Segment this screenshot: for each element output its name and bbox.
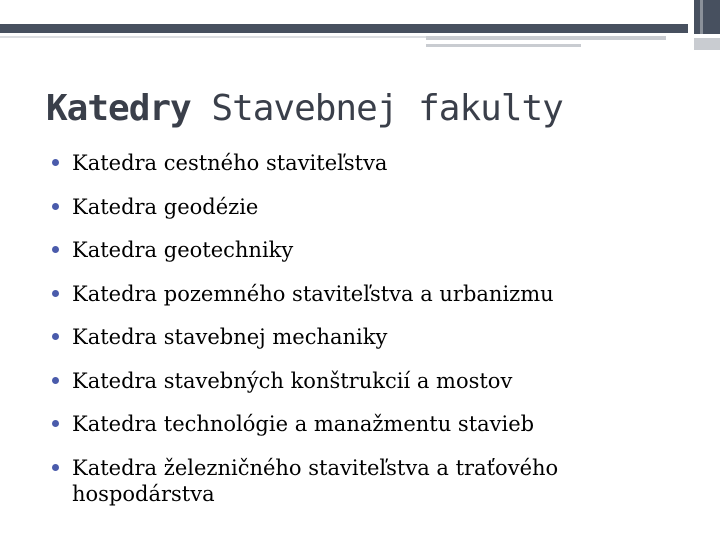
department-list	[52, 150, 692, 524]
list-item	[52, 237, 692, 263]
slide-title-rest: Stavebnej fakulty	[190, 88, 563, 129]
list-item-text: Katedra stavebnej mechaniky	[72, 325, 388, 349]
list-item	[52, 455, 692, 507]
header-decor-block	[694, 0, 720, 34]
list-item-text: Katedra cestného staviteľstva	[72, 151, 388, 175]
header-decor-bar	[0, 24, 688, 33]
list-item-text: Katedra technológie a manažmentu stavieb	[72, 412, 535, 436]
bullet-icon	[52, 333, 59, 340]
header-decor-accent	[426, 36, 666, 40]
slide-title	[46, 88, 563, 129]
list-item	[52, 281, 692, 307]
bullet-icon	[52, 420, 59, 427]
top-band	[0, 0, 720, 24]
list-item	[52, 150, 692, 176]
list-item-text: Katedra stavebných konštrukcií a mostov	[72, 368, 513, 393]
slide-title-bold: Katedry	[46, 88, 191, 129]
list-item	[52, 368, 692, 394]
header-decor-accent-right	[694, 38, 720, 50]
bullet-icon	[52, 246, 59, 253]
list-item-text: Katedra pozemného staviteľstva a urbanizmu	[72, 281, 554, 306]
list-item-text: Katedra geotechniky	[72, 238, 294, 262]
list-item-text: Katedra železničného staviteľstva a traťového hospodárstva	[72, 455, 559, 506]
header-decor-accent-small	[426, 44, 581, 47]
list-item	[52, 194, 692, 220]
header-decor-stripe	[700, 0, 703, 34]
bullet-icon	[52, 159, 59, 166]
bullet-icon	[52, 203, 59, 210]
list-item-text: Katedra geodézie	[72, 194, 259, 219]
list-item	[52, 324, 692, 350]
bullet-icon	[52, 377, 59, 384]
list-item	[52, 411, 692, 437]
bullet-icon	[52, 464, 59, 471]
bullet-icon	[52, 290, 59, 297]
